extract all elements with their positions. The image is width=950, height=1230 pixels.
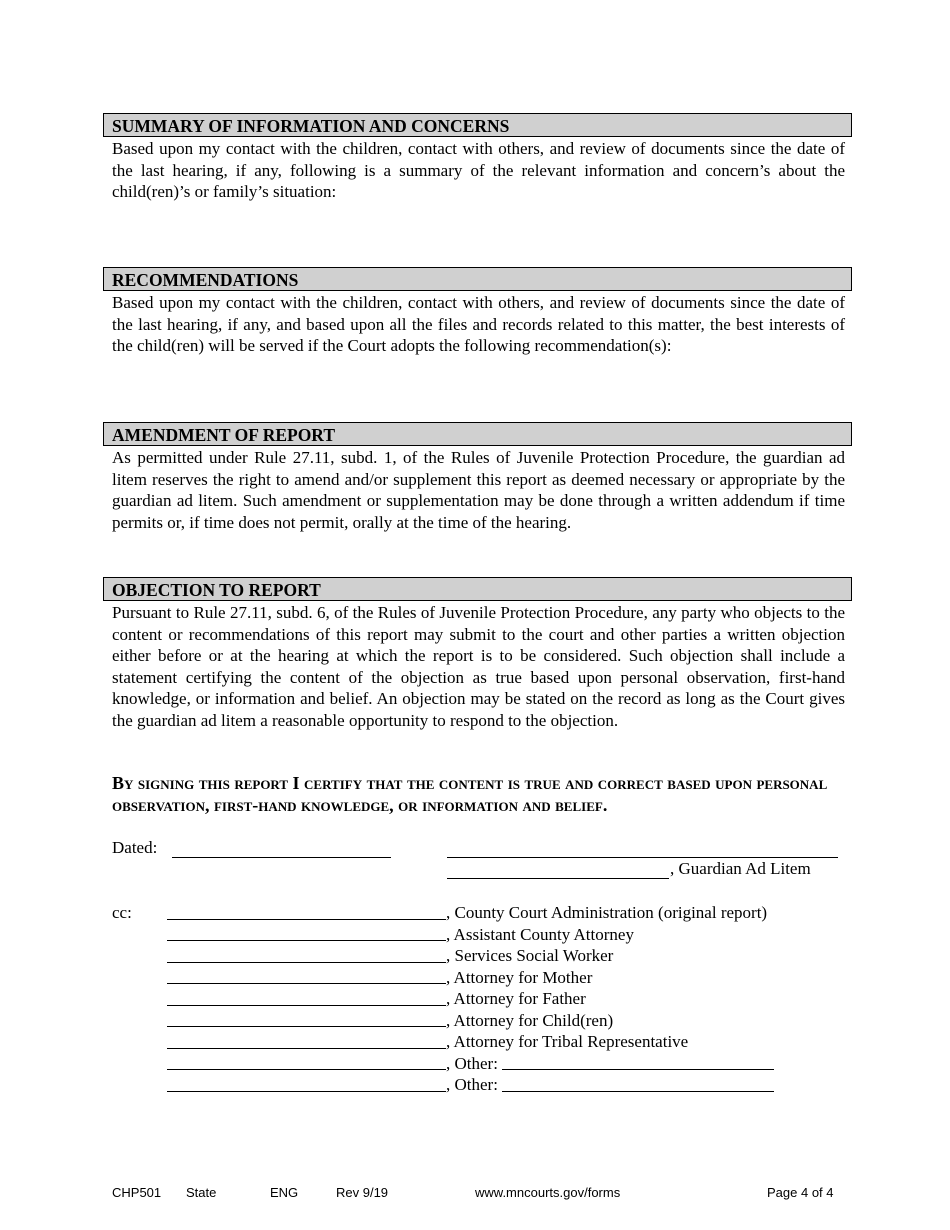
recommendations-text: Based upon my contact with the children, contact with others, and review of documents since the date of the last hearing, if any, and based upon all the files and records related to this matter, the best interests of the child(ren) will be served if the Court adopts the following recommendation(s): — [112, 293, 845, 355]
guardian-name-line[interactable] — [447, 878, 669, 879]
cc-row — [167, 1074, 774, 1096]
cc-name-field[interactable] — [167, 1010, 446, 1027]
footer-form-id: CHP501 — [112, 1185, 162, 1200]
cc-recipient: , Other: — [446, 1075, 498, 1094]
section-header-summary: SUMMARY OF INFORMATION AND CONCERNS — [103, 113, 852, 137]
objection-text: Pursuant to Rule 27.11, subd. 6, of the Rules of Juvenile Protection Procedure, any party who objects to the content or recommendations of this report may submit to the court and other parties a written objection either before or at the hearing at which the report is to be considered. Such objection shall include a statement certifying the content of the objection as true based upon personal observation, first-hand knowledge, or information and belief. An objection may be stated on the record as long as the Court gives the guardian ad litem a reasonable opportunity to respond to the objection. — [112, 603, 845, 730]
cc-row — [167, 1053, 774, 1075]
cc-name-field[interactable] — [167, 903, 446, 920]
cc-label: cc: — [112, 903, 132, 922]
summary-text: Based upon my contact with the children, contact with others, and review of documents since the date of the last hearing, if any, following is a summary of the relevant information and concern’s about the child(ren)’s or family’s situation: — [112, 139, 845, 201]
cc-name-field[interactable] — [167, 1053, 446, 1070]
cc-name-field[interactable] — [167, 967, 446, 984]
cc-other-field[interactable] — [502, 1053, 774, 1070]
cc-row — [167, 967, 592, 989]
footer-revision: Rev 9/19 — [336, 1185, 389, 1200]
certification-statement: By signing this report I certify that the content is true and correct based upon personal observation, first-hand knowledge, or information and belief. — [112, 773, 828, 815]
cc-row — [167, 1010, 613, 1032]
footer-language: ENG — [270, 1185, 299, 1200]
footer-page-number: Page 4 of 4 — [767, 1185, 834, 1200]
cc-recipient: , Attorney for Tribal Representative — [446, 1032, 689, 1051]
cc-row — [167, 988, 586, 1010]
cc-recipient: , Assistant County Attorney — [446, 924, 634, 944]
dated-field[interactable] — [172, 857, 391, 858]
cc-row — [167, 924, 634, 946]
cc-name-field[interactable] — [167, 989, 446, 1006]
footer-jurisdiction: State — [186, 1185, 217, 1200]
cc-name-field[interactable] — [167, 946, 446, 963]
cc-name-field[interactable] — [167, 1075, 446, 1092]
cc-row — [167, 902, 767, 924]
cc-recipient: , Services Social Worker — [446, 946, 614, 965]
cc-row — [167, 945, 613, 967]
dated-label: Dated: — [112, 838, 158, 857]
footer-url[interactable]: www.mncourts.gov/forms — [475, 1185, 621, 1200]
guardian-ad-litem-label: , Guardian Ad Litem — [670, 859, 811, 878]
cc-recipient: , Attorney for Father — [446, 989, 586, 1008]
cc-name-field[interactable] — [167, 1032, 446, 1049]
section-header-objection: OBJECTION TO REPORT — [103, 577, 852, 601]
cc-recipient: , Attorney for Mother — [446, 967, 593, 987]
section-header-recommendations: RECOMMENDATIONS — [103, 267, 852, 291]
cc-recipient: , Other: — [446, 1053, 498, 1073]
section-header-amendment: AMENDMENT OF REPORT — [103, 422, 852, 446]
cc-other-field[interactable] — [502, 1075, 774, 1092]
cc-name-field[interactable] — [167, 924, 446, 941]
cc-recipient: , Attorney for Child(ren) — [446, 1010, 614, 1030]
cc-recipient: , County Court Administration (original report) — [446, 903, 768, 922]
cc-row — [167, 1031, 688, 1053]
amendment-text: As permitted under Rule 27.11, subd. 1, of the Rules of Juvenile Protection Procedure, the guardian ad litem reserves the right to amend and/or supplement this report as deemed necessary or appropriate by the guardian ad litem. Such amendment or supplementation may be done through a written addendum if time permits or, if time does not permit, orally at the time of the hearing. — [112, 448, 845, 532]
